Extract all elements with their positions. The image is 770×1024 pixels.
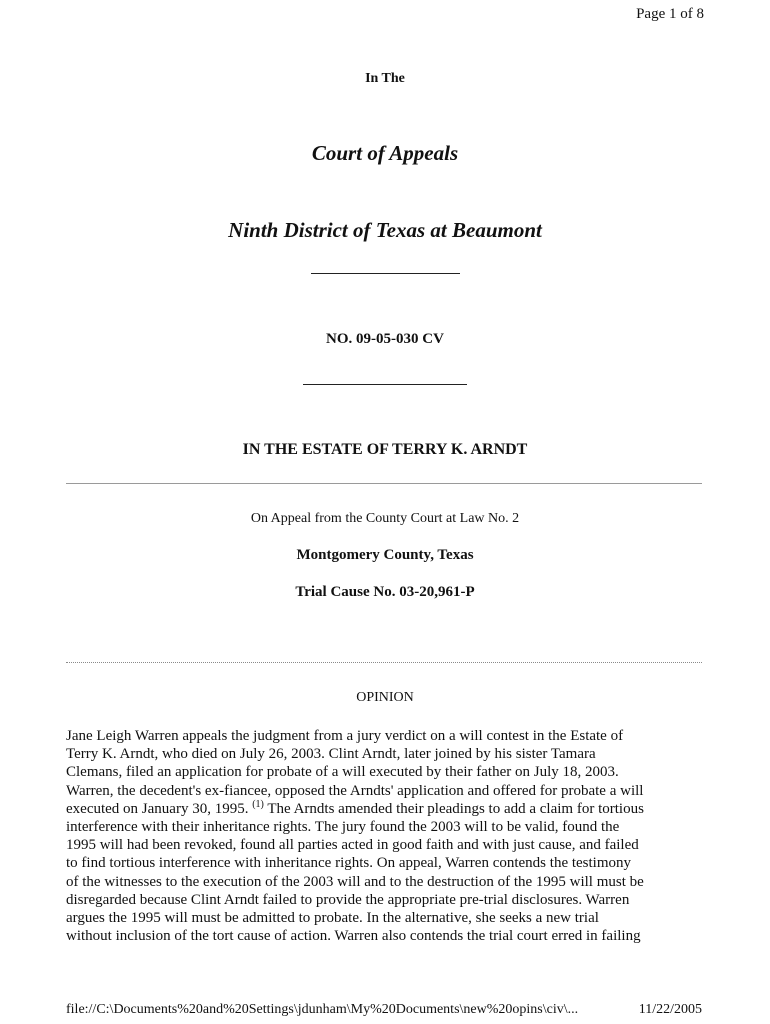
trial-cause-number: Trial Cause No. 03-20,961-P [295,584,475,600]
opinion-body [66,727,706,945]
estate-title: IN THE ESTATE OF TERRY K. ARNDT [242,441,528,458]
body-line-start: executed on January 30, 1995. [66,800,249,817]
court-name: Court of Appeals [311,141,459,165]
body-line: Jane Leigh Warren appeals the judgment from a jury verdict on a will contest in the Estate of [66,728,624,744]
footer-date: 11/22/2005 [638,1002,702,1017]
footnote-link[interactable]: (1) [252,798,264,810]
section-divider-dotted [66,662,702,663]
body-line: disregarded because Clint Arndt failed to provide the appropriate pre-trial disclosures. Warren [66,891,630,908]
county-name: Montgomery County, Texas [296,547,474,563]
caption-divider-bottom [303,384,467,385]
page-indicator: Page 1 of 8 [636,6,704,22]
body-line: Warren, the decedent's ex-fiancee, opposed the Arndts' application and offered for probate a will [66,782,644,799]
caption-in-the: In The [365,71,405,86]
body-line: interference with their inheritance rights. The jury found the 2003 will to be valid, found the [66,819,620,836]
body-line: of the witnesses to the execution of the 2003 will and to the destruction of the 1995 will must be [66,873,644,890]
appeal-from: On Appeal from the County Court at Law No. 2 [250,511,520,526]
section-divider [66,483,702,484]
body-line-with-footnote [66,800,706,818]
body-line-end: The Arndts amended their pleadings to add a claim for tortious [263,800,644,817]
caption-divider-top [311,273,460,274]
body-line: without inclusion of the tort cause of action. Warren also contends the trial court erred in failing [66,928,641,945]
district-name: Ninth District of Texas at Beaumont [228,218,542,242]
body-line: 1995 will had been revoked, found all parties acted in good faith and with just cause, and failed [66,837,639,854]
case-number: NO. 09-05-030 CV [326,331,444,347]
footer-file-path: file://C:\Documents%20and%20Settings\jdunham\My%20Documents\new%20opins\civ\... [66,1002,579,1017]
opinion-heading: OPINION [356,690,414,705]
body-line: to find tortious interference with inheritance rights. On appeal, Warren contends the testimony [66,855,632,872]
body-line: Terry K. Arndt, who died on July 26, 2003. Clint Arndt, later joined by his sister Tamara [66,746,596,763]
body-line: argues the 1995 will must be admitted to probate. In the alternative, she seeks a new trial [66,910,599,927]
body-line: Clemans, filed an application for probate of a will executed by their father on July 18, 2003. [66,764,619,781]
